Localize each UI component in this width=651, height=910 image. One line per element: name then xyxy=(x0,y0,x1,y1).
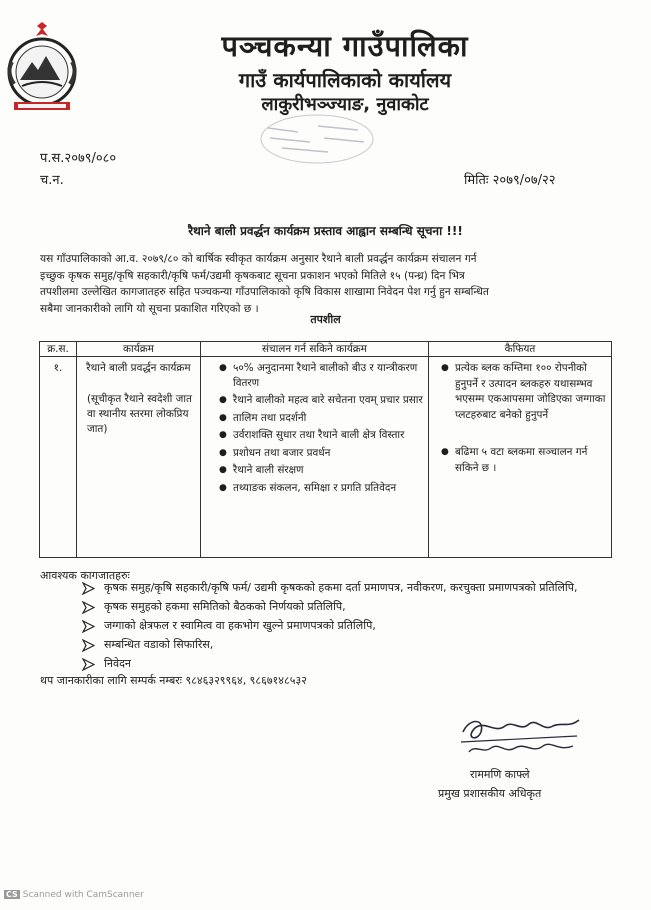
cell-serial: १. xyxy=(40,357,77,558)
watermark-text: Scanned with CamScanner xyxy=(22,890,144,900)
list-item xyxy=(100,637,600,653)
program-name: रैथाने बाली प्रवर्द्धन कार्यक्रम xyxy=(86,362,191,374)
documents-heading: आवश्यक कागजातहरुः xyxy=(40,569,130,582)
list-item xyxy=(100,656,600,672)
paragraph-line: तपशीलमा उल्लेखित कागजातहरु सहित पञ्चकन्या गाँउपालिकाको कृषि विकास शाखामा निवेदन पेश गर्नु हुन सम्बन्धित xyxy=(40,286,489,298)
arrow-bullet-icon xyxy=(82,582,95,595)
reference-number: प.स.२०७९/०८० xyxy=(40,151,117,166)
arrow-bullet-icon xyxy=(82,639,95,652)
camscanner-watermark xyxy=(4,890,144,900)
camscanner-logo: CS xyxy=(6,890,18,899)
signatory-name: राममणि काफ्ले xyxy=(470,768,530,781)
document-text: कृषक समुह/कृषि सहकारी/कृषि फर्म/ उद्यमी कृषकको हकमा दर्ता प्रमाणपत्र, नवीकरण, करचुक्ता प्रमाणपत्रको प्रतिलिपि, xyxy=(104,581,578,594)
document-text: जग्गाको क्षेत्रफल र स्वामित्व वा हकभोग खुल्ने प्रमाणपत्रको प्रतिलिपि, xyxy=(104,619,376,632)
organization-name: पञ्चकन्या गाउँपालिका xyxy=(221,29,469,63)
paragraph-line: इच्छुक कृषक समुह/कृषि सहकारी/कृषि फर्म/उद्यमी कृषकबाट सूचना प्रकाशन भएको मितिले १५ (पन्ध्र) दिन भित्र xyxy=(40,269,465,282)
table-header-row xyxy=(40,342,612,357)
table-caption: तपशील xyxy=(310,313,341,326)
header-remarks: कैफियत xyxy=(429,342,612,357)
list-item xyxy=(100,580,600,596)
arrow-bullet-icon xyxy=(82,658,95,671)
cell-remarks xyxy=(429,357,612,558)
list-item: ● रैथाने बालीको महत्व बारे सचेतना एवम् प्रचार प्रसार xyxy=(233,393,424,408)
paragraph-line: यस गाँउपालिकाको आ.व. २०७९/८० को बार्षिक स्वीकृत कार्यक्रम अनुसार रैथाने बाली प्रवर्द्धन कार्यक्रम संचालन गर्न xyxy=(40,253,477,265)
document-text: कृषक समुहको हकमा समितिको बैठकको निर्णयको प्रतिलिपि, xyxy=(104,600,346,613)
list-item: ● प्रशोधन तथा बजार प्रवर्धन xyxy=(233,446,424,461)
list-item: ● तथ्याङक संकलन, समिक्षा र प्रगति प्रतिवेदन xyxy=(233,481,424,496)
remarks-list xyxy=(433,361,607,476)
notice-date: मितिः २०७९/०७/२२ xyxy=(464,173,556,188)
contact-numbers: थप जानकारीका लागि सम्पर्क नम्बरः ९८४६३२९९६४, ९८६७१४८५३२ xyxy=(40,674,307,687)
document-text: निवेदन xyxy=(104,657,132,670)
signature-mark xyxy=(455,712,585,760)
government-emblem-logo xyxy=(4,22,80,114)
list-item xyxy=(100,599,600,615)
list-item: ● ५०% अनुदानमा रैथाने बालीको बीउ र यान्त्रीकरण वितरण xyxy=(233,361,424,390)
table-row xyxy=(40,357,612,558)
header-serial: क्र.स. xyxy=(40,342,77,357)
documents-list xyxy=(100,580,600,675)
faint-stamp-mark xyxy=(258,112,376,166)
cell-program xyxy=(77,357,201,558)
list-item: ● बढिमा ५ वटा ब्लकमा सञ्चालन गर्न सकिने छ । xyxy=(455,445,607,476)
arrow-bullet-icon xyxy=(82,620,95,633)
paragraph-line: सबैमा जानकारीको लागि यो सूचना प्रकाशित गरिएको छ । xyxy=(40,302,259,315)
signatory-title: प्रमुख प्रशासकीय अधिकृत xyxy=(438,787,542,800)
list-item xyxy=(100,618,600,634)
dispatch-number: च.न. xyxy=(40,173,64,188)
header-program: कार्यक्रम xyxy=(77,342,201,357)
header-activities: संचालन गर्न सकिने कार्यक्रम xyxy=(201,342,429,357)
list-item: ● तालिम तथा प्रदर्शनी xyxy=(233,411,424,426)
cell-activities xyxy=(201,357,429,558)
document-text: सम्बन्धित वडाको सिफारिस, xyxy=(104,638,214,651)
activities-list xyxy=(205,361,424,495)
notice-paragraph xyxy=(40,251,620,317)
list-item: ● प्रत्येक ब्लक कम्तिमा १०० रोपनीको हुनुपर्ने र उत्पादन ब्लकहरु यथासम्भव भएसम्म एकआपसमा जोडिएका जग्गाका प्लटहरुबाट बनेको हुनुपर्ने xyxy=(455,361,607,423)
program-table xyxy=(39,341,612,558)
list-item: ● उर्वराशक्ति सुधार तथा रैथाने बाली क्षेत्र विस्तार xyxy=(233,428,424,443)
office-address: लाकुरीभञ्ज्याङ, नुवाकोट xyxy=(261,94,429,115)
arrow-bullet-icon xyxy=(82,601,95,614)
list-item: ● रैथाने बाली संरक्षण xyxy=(233,463,424,478)
program-note: (सूचीकृत रैथाने स्वदेशी जात वा स्थानीय स्तरमा लोकप्रिय जात) xyxy=(87,393,192,435)
office-name: गाउँ कार्यपालिकाको कार्यालय xyxy=(238,68,452,92)
notice-title: रैथाने बाली प्रवर्द्धन कार्यक्रम प्रस्ताव आह्वान सम्बन्धि सूचना !!! xyxy=(188,224,463,238)
